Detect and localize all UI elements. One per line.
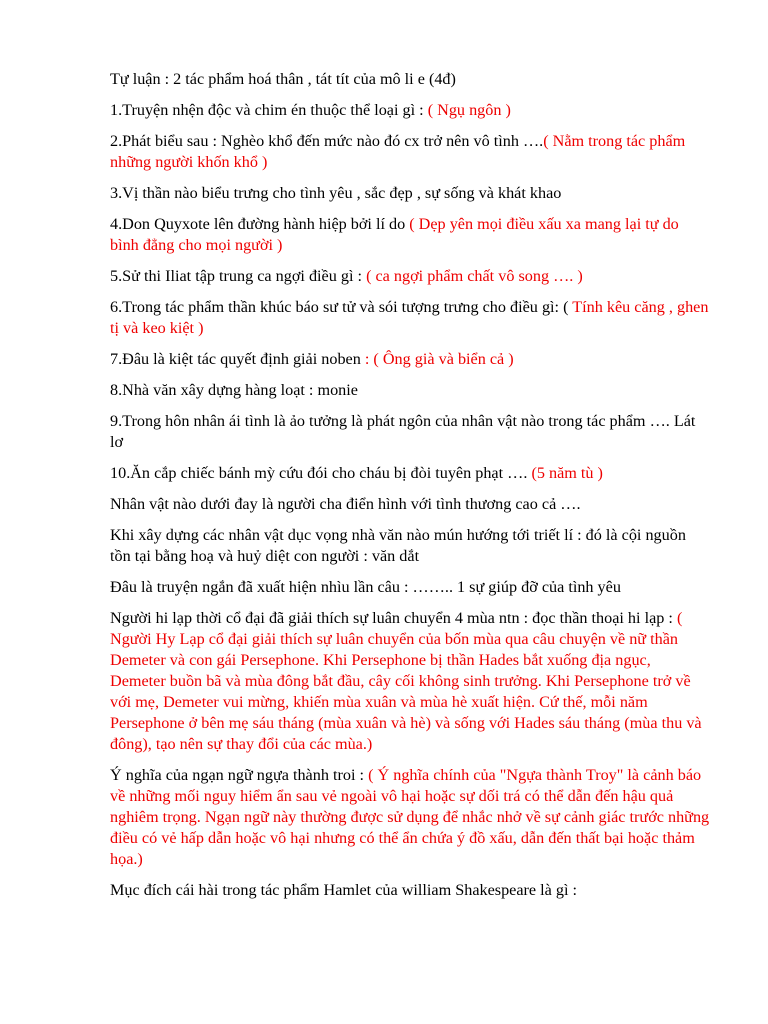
question-text: 3.Vị thần nào biểu trưng cho tình yêu , sắc đẹp , sự sống và khát khao	[110, 184, 562, 202]
question-6	[110, 297, 710, 339]
question-text: 2.Phát biểu sau : Nghèo khổ đến mức nào đó cx trở nên vô tình ….	[110, 132, 544, 150]
question-text: 6.Trong tác phẩm thần khúc báo sư tử và sói tượng trưng cho điều gì: (	[110, 298, 573, 316]
question-15	[110, 765, 710, 870]
question-10	[110, 463, 710, 484]
question-4	[110, 214, 710, 256]
answer-text: ( Người Hy Lạp cổ đại giải thích sự luân chuyển của bốn mùa qua câu chuyện về nữ thần Demeter và con gái Persephone. Khi Persephone bị thần Hades bắt xuống địa ngục, Demeter buồn bã và mùa đông bắt đầu, cây cối không sinh trưởng. Khi Persephone trở về với mẹ, Demeter vui mừng, khiến mùa xuân và mùa hè xuất hiện. Cứ thế, mỗi năm Persephone ở bên mẹ sáu tháng (mùa xuân và hè) và sống với Hades sáu tháng (mùa thu và đông), tạo nên sự thay đổi của các mùa.)	[110, 609, 702, 753]
answer-text: ( Nằm trong tác phẩm những người khốn khổ )	[110, 132, 686, 171]
question-text: 1.Truyện nhện độc và chim én thuộc thể loại gì :	[110, 101, 428, 119]
question-text: Đâu là truyện ngắn đã xuất hiện nhìu lần câu : …….. 1 sự giúp đỡ của tình yêu	[110, 578, 621, 596]
answer-text: ( Ngụ ngôn )	[427, 101, 511, 119]
question-text: 5.Sử thi Iliat tập trung ca ngợi điều gì :	[110, 267, 367, 285]
answer-text: : ( Ông già và biển cả )	[364, 350, 514, 368]
question-3	[110, 183, 710, 204]
answer-text: ( Dẹp yên mọi điều xấu xa mang lại tự do bình đẳng cho mọi người )	[110, 215, 679, 254]
document-body	[110, 69, 710, 911]
question-8	[110, 380, 710, 401]
question-text: 10.Ăn cắp chiếc bánh mỳ cứu đói cho cháu bị đòi tuyên phạt ….	[110, 464, 532, 482]
question-text: Khi xây dựng các nhân vật dục vọng nhà văn nào mún hướng tới triết lí : đó là cội nguồn tồn tại bằng hoạ và huỷ diệt con người : văn dắt	[110, 526, 686, 565]
question-text: 7.Đâu là kiệt tác quyết định giải noben	[110, 350, 365, 368]
answer-text: Tính kêu căng , ghen tị và keo kiệt )	[110, 298, 709, 337]
paragraph-heading	[110, 69, 710, 90]
question-5	[110, 266, 710, 287]
question-2	[110, 131, 710, 173]
answer-text: ( ca ngợi phẩm chất vô song …. )	[366, 267, 583, 285]
question-14	[110, 608, 710, 755]
answer-text: ( Ý nghĩa chính của "Ngựa thành Troy" là cảnh báo về những mối nguy hiểm ẩn sau vẻ ngoài vô hại hoặc sự dối trá có thể dẫn đến hậu quả nghiêm trọng. Ngạn ngữ này thường được sử dụng để nhắc nhở về sự cảnh giác trước những điều có vẻ hấp dẫn hoặc vô hại nhưng có thể ẩn chứa ý đồ xấu, dẫn đến thất bại hoặc thảm họa.)	[110, 766, 710, 868]
question-text: Nhân vật nào dưới đay là người cha điển hình với tình thương cao cả ….	[110, 495, 581, 513]
question-text: Mục đích cái hài trong tác phẩm Hamlet của william Shakespeare là gì :	[110, 881, 578, 899]
question-text: Ý nghĩa của ngạn ngữ ngựa thành troi :	[110, 766, 369, 784]
question-7	[110, 349, 710, 370]
question-1	[110, 100, 710, 121]
question-13	[110, 577, 710, 598]
paragraph-text: Tự luận : 2 tác phẩm hoá thân , tát tít của mô li e (4đ)	[110, 70, 456, 88]
question-text: 8.Nhà văn xây dựng hàng loạt : monie	[110, 381, 358, 399]
answer-text: (5 năm tù )	[531, 464, 603, 482]
question-text: Người hi lạp thời cổ đại đã giải thích sự luân chuyển 4 mùa ntn : đọc thần thoại hi lạp :	[110, 609, 677, 627]
question-11	[110, 494, 710, 515]
question-text: 9.Trong hôn nhân ái tình là ảo tưởng là phát ngôn của nhân vật nào trong tác phẩm …. Lát lơ	[110, 412, 696, 451]
question-16	[110, 880, 710, 901]
question-9	[110, 411, 710, 453]
question-text: 4.Don Quyxote lên đường hành hiệp bởi lí do	[110, 215, 410, 233]
question-12	[110, 525, 710, 567]
